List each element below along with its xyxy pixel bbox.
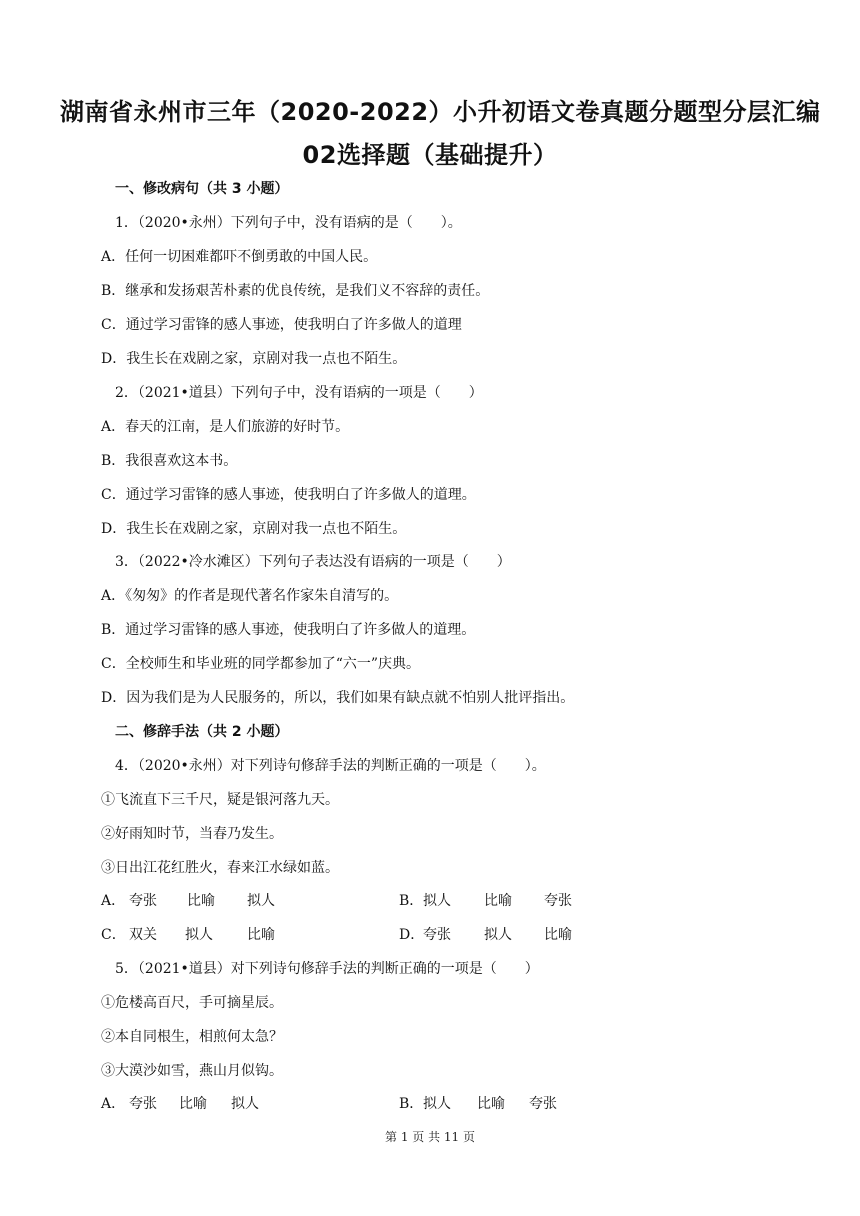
question-5-option-b-letter: B． (399, 1096, 424, 1112)
question-3-option-c: C．全校师生和毕业班的同学都参加了“六一”庆典。 (101, 656, 421, 672)
question-3-option-d: D．因为我们是为人民服务的，所以，我们如果有缺点就不怕别人批评指出。 (101, 690, 575, 706)
question-5-poem-line-2: ②本自同根生，相煎何太急？ (101, 1029, 283, 1045)
question-4-option-b-item-1: 拟人 (423, 893, 451, 909)
question-2-option-b: B．我很喜欢这本书。 (101, 453, 238, 469)
document-title-line-1: 湖南省永州市三年（2020-2022）小升初语文卷真题分题型分层汇编 (60, 98, 821, 126)
question-2-option-d: D．我生长在戏剧之家，京剧对我一点也不陌生。 (101, 521, 407, 537)
question-4-option-c-letter: C． (101, 927, 126, 943)
document-title-line-2: 02选择题（基础提升） (302, 141, 558, 169)
section-heading-1: 一、修改病句（共 3 小题） (115, 181, 289, 197)
question-2-option-c: C．通过学习雷锋的感人事迹，使我明白了许多做人的道理。 (101, 487, 476, 503)
question-1-option-d: D．我生长在戏剧之家，京剧对我一点也不陌生。 (101, 351, 407, 367)
question-4-option-a-item-3: 拟人 (247, 893, 275, 909)
question-5-option-a-item-3: 拟人 (231, 1096, 259, 1112)
question-5-option-a-item-1: 夸张 (129, 1096, 157, 1112)
page-footer: 第 1 页 共 11 页 (385, 1130, 475, 1144)
question-5-option-a-letter: A． (101, 1096, 126, 1112)
question-5-option-b-item-2: 比喻 (477, 1096, 505, 1112)
question-4-option-d-item-3: 比喻 (544, 927, 572, 943)
question-4-option-c-item-1: 双关 (129, 927, 157, 943)
question-4-option-c-item-3: 比喻 (247, 927, 275, 943)
question-5-poem-line-1: ①危楼高百尺，手可摘星辰。 (101, 995, 283, 1011)
question-2-stem: 2．（2021•道县）下列句子中，没有语病的一项是（ ） (115, 385, 483, 401)
question-4-option-b-letter: B． (399, 893, 424, 909)
question-4-poem-line-3: ③日出江花红胜火，春来江水绿如蓝。 (101, 860, 339, 876)
question-1-option-c: C．通过学习雷锋的感人事迹，使我明白了许多做人的道理 (101, 317, 462, 333)
question-5-stem: 5．（2021•道县）对下列诗句修辞手法的判断正确的一项是（ ） (115, 961, 539, 977)
question-4-poem-line-2: ②好雨知时节，当春乃发生。 (101, 826, 283, 842)
question-1-stem: 1．（2020•永州）下列句子中，没有语病的是（ ）。 (115, 215, 462, 231)
question-4-option-c-item-2: 拟人 (185, 927, 213, 943)
question-3-option-a: A．《匆匆》的作者是现代著名作家朱自清写的。 (101, 588, 399, 604)
question-3-stem: 3．（2022•冷水滩区）下列句子表达没有语病的一项是（ ） (115, 554, 511, 570)
question-5-poem-line-3: ③大漠沙如雪，燕山月似钩。 (101, 1063, 283, 1079)
question-1-option-b: B．继承和发扬艰苦朴素的优良传统，是我们义不容辞的责任。 (101, 283, 490, 299)
question-4-option-d-item-1: 夸张 (423, 927, 451, 943)
question-2-option-a: A．春天的江南，是人们旅游的好时节。 (101, 419, 350, 435)
question-5-option-b-item-3: 夸张 (529, 1096, 557, 1112)
question-4-option-b-item-2: 比喻 (484, 893, 512, 909)
question-5-option-b-item-1: 拟人 (423, 1096, 451, 1112)
question-4-option-d-item-2: 拟人 (484, 927, 512, 943)
question-4-stem: 4．（2020•永州）对下列诗句修辞手法的判断正确的一项是（ ）。 (115, 758, 546, 774)
section-heading-2: 二、修辞手法（共 2 小题） (115, 724, 289, 740)
question-4-option-a-item-2: 比喻 (187, 893, 215, 909)
question-1-option-a: A．任何一切困难都吓不倒勇敢的中国人民。 (101, 249, 378, 265)
question-4-option-a-item-1: 夸张 (129, 893, 157, 909)
question-5-option-a-item-2: 比喻 (179, 1096, 207, 1112)
question-3-option-b: B．通过学习雷锋的感人事迹，使我明白了许多做人的道理。 (101, 622, 476, 638)
question-4-option-b-item-3: 夸张 (544, 893, 572, 909)
question-4-poem-line-1: ①飞流直下三千尺，疑是银河落九天。 (101, 792, 339, 808)
question-4-option-a-letter: A． (101, 893, 126, 909)
question-4-option-d-letter: D． (399, 927, 425, 943)
